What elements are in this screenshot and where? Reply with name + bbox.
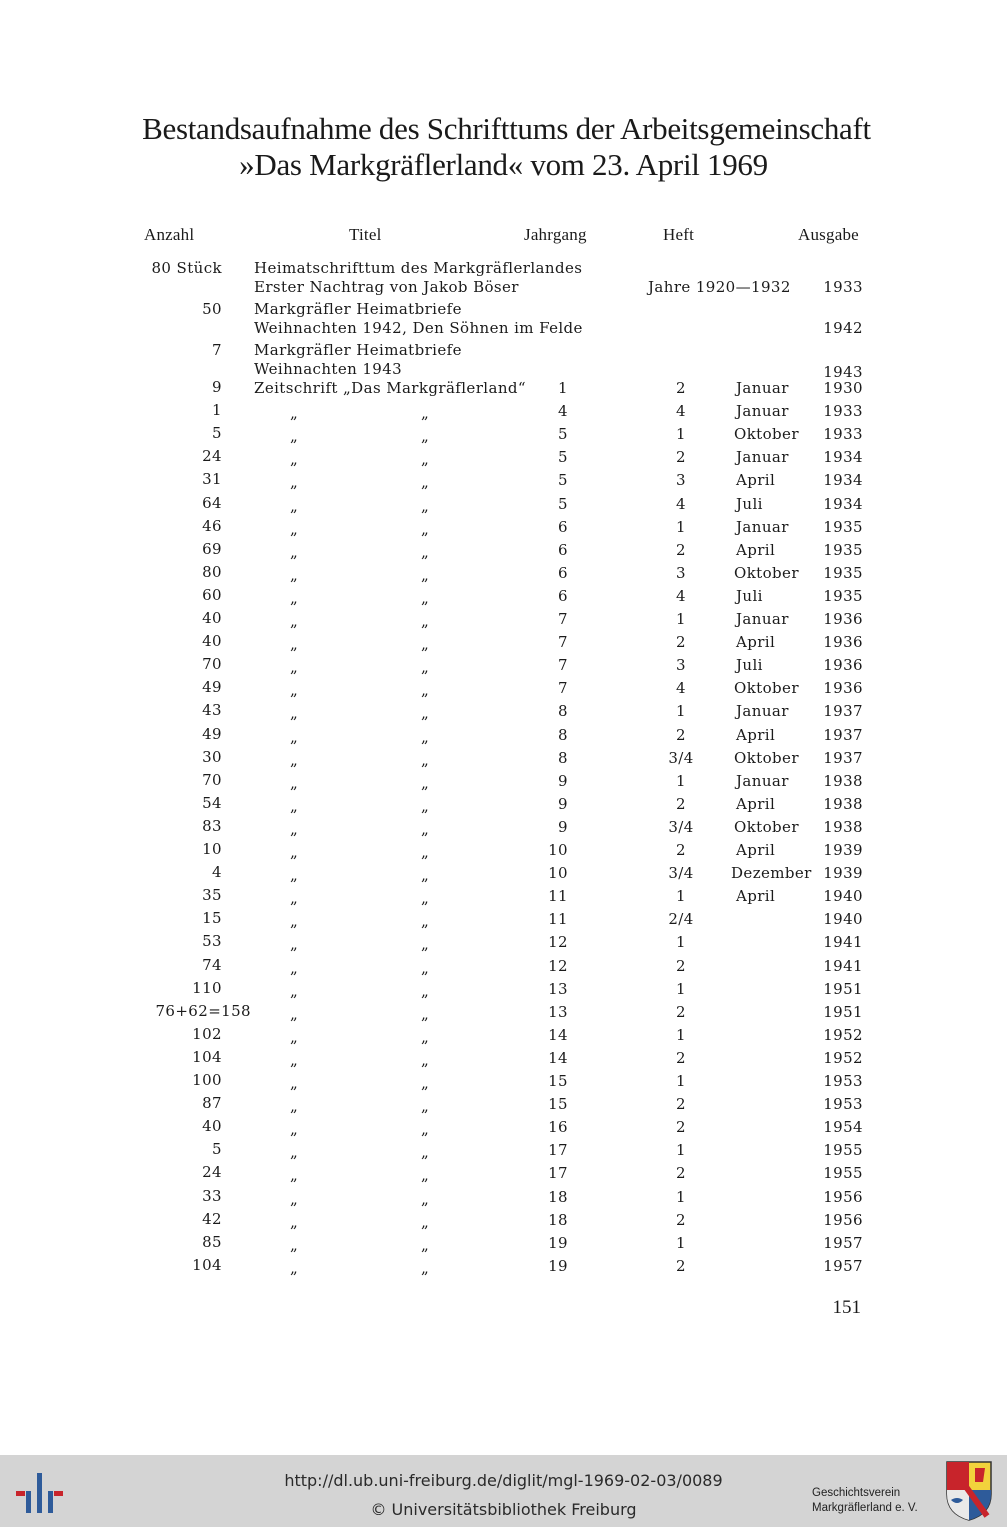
row-count: 30 [202,747,222,766]
row-heft: 2 [676,1210,686,1229]
row-count: 5 [212,1140,222,1159]
ditto-mark: „ [290,565,299,584]
ditto-mark: „ [421,427,430,446]
row-count: 100 [192,1071,222,1089]
row-jahrgang: 19 [548,1256,568,1275]
page-title: Bestandsaufnahme des Schrifttums der Arbeitsgemeinschaft [142,111,871,146]
ditto-mark: „ [290,588,299,607]
ditto-mark: „ [290,519,299,538]
ditto-mark: „ [290,1120,299,1139]
ditto-mark: „ [421,981,430,1000]
row-title: Zeitschrift „Das Markgräflerland“ [254,379,526,397]
row-ausgabe: 1957 [823,1256,863,1275]
row-month: Januar [736,610,789,628]
ditto-mark: „ [421,819,430,838]
row-jahrgang: 10 [548,841,568,859]
row-count: 43 [202,701,222,720]
row-count: 80 Stück [151,259,222,277]
ditto-mark: „ [290,1050,299,1069]
row-heft: 1 [676,979,686,998]
row-ausgabe: 1935 [823,517,863,536]
row-jahrgang: 8 [558,725,568,744]
row-ausgabe: 1941 [823,956,863,975]
row-jahrgang: 17 [548,1141,568,1160]
row-count: 50 [202,300,222,318]
ditto-mark: „ [421,958,430,977]
row-heft: 2 [676,841,686,859]
row-heft: 1 [676,610,686,628]
ditto-mark: „ [421,935,430,954]
ditto-mark: „ [421,404,430,423]
row-count: 40 [202,1117,222,1136]
row-heft: Jahre 1920—1932 [648,278,791,296]
ditto-mark: „ [290,542,299,561]
row-month: Oktober [734,748,799,767]
row-ausgabe: 1954 [823,1118,863,1137]
row-heft: 1 [676,1025,686,1044]
ditto-mark: „ [290,727,299,746]
row-count: 104 [192,1047,222,1066]
row-count: 5 [212,424,222,443]
row-ausgabe: 1934 [823,448,863,467]
ditto-mark: „ [421,565,430,584]
header-anzahl: Anzahl [144,225,195,244]
row-jahrgang: 1 [558,379,568,397]
ditto-mark: „ [290,1143,299,1162]
ditto-mark: „ [290,935,299,954]
row-month: Oktober [734,817,799,836]
ditto-mark: „ [421,658,430,677]
ditto-mark: „ [421,1074,430,1092]
row-count: 33 [202,1186,222,1205]
row-title-line1: Heimatschrifttum des Markgräflerlandes [254,259,583,277]
coat-of-arms-icon [945,1460,993,1522]
row-heft: 2 [676,633,686,652]
row-heft: 1 [676,1233,686,1252]
ditto-mark: „ [290,612,299,630]
row-count: 53 [202,932,222,951]
ditto-mark: „ [290,750,299,769]
row-ausgabe: 1939 [823,841,863,859]
row-ausgabe: 1953 [823,1072,863,1090]
row-jahrgang: 8 [558,702,568,721]
row-jahrgang: 18 [548,1187,568,1206]
row-jahrgang: 7 [558,679,568,698]
ditto-mark: „ [421,450,430,469]
row-ausgabe: 1938 [823,817,863,836]
ditto-mark: „ [421,473,430,492]
row-count: 40 [202,609,222,627]
ditto-mark: „ [290,404,299,423]
page-subtitle: »Das Markgräflerland« vom 23. April 1969 [239,147,768,182]
ditto-mark: „ [290,496,299,515]
society-line-2: Markgräflerland e. V. [812,1502,918,1514]
ditto-mark: „ [421,612,430,630]
row-jahrgang: 5 [558,471,568,490]
row-jahrgang: 8 [558,748,568,767]
footer-bar [0,1455,1007,1527]
row-month: Januar [736,379,789,397]
row-ausgabe: 1938 [823,771,863,790]
ditto-mark: „ [421,496,430,515]
row-heft: 2 [676,1118,686,1137]
ditto-mark: „ [290,658,299,677]
row-month: April [736,471,776,490]
row-count: 87 [202,1094,222,1113]
row-ausgabe: 1933 [823,278,863,296]
row-ausgabe: 1936 [823,610,863,628]
row-heft: 2 [676,956,686,975]
row-count: 9 [212,378,222,396]
ditto-mark: „ [290,1074,299,1092]
row-ausgabe: 1955 [823,1164,863,1183]
row-ausgabe: 1934 [823,494,863,513]
row-jahrgang: 13 [548,1002,568,1021]
row-jahrgang: 14 [548,1048,568,1067]
row-jahrgang: 11 [548,887,568,906]
row-count: 1 [212,401,222,420]
ditto-mark: „ [290,1189,299,1208]
ditto-mark: „ [421,1050,430,1069]
row-count: 35 [202,886,222,905]
ditto-mark: „ [290,819,299,838]
row-ausgabe: 1952 [823,1048,863,1067]
ditto-mark: „ [421,1004,430,1023]
ditto-mark: „ [290,681,299,700]
row-count: 49 [202,678,222,697]
row-count: 83 [202,816,222,835]
ditto-mark: „ [421,750,430,769]
row-count: 64 [202,493,222,512]
row-heft: 2 [676,379,686,397]
row-heft: 1 [676,933,686,952]
row-heft: 2 [676,1002,686,1021]
row-heft: 1 [676,425,686,444]
row-jahrgang: 7 [558,610,568,628]
row-month: April [736,794,776,813]
ditto-mark: „ [290,866,299,885]
ditto-mark: „ [290,450,299,469]
ditto-mark: „ [290,796,299,815]
row-ausgabe: 1957 [823,1233,863,1252]
row-jahrgang: 6 [558,517,568,536]
ditto-mark: „ [421,889,430,908]
row-ausgabe: 1939 [823,864,863,883]
row-month: Januar [736,448,789,467]
ditto-mark: „ [290,1235,299,1254]
row-count: 85 [202,1232,222,1251]
ditto-mark: „ [421,773,430,792]
ditto-mark: „ [290,889,299,908]
row-jahrgang: 5 [558,448,568,467]
row-title-line2: Weihnachten 1942, Den Söhnen im Felde [254,319,583,337]
row-jahrgang: 13 [548,979,568,998]
ditto-mark: „ [421,1258,430,1277]
row-count: 104 [192,1255,222,1274]
row-month: April [736,633,776,652]
row-ausgabe: 1936 [823,633,863,652]
ditto-mark: „ [290,981,299,1000]
row-month: April [736,540,776,559]
ditto-mark: „ [421,519,430,538]
row-count: 24 [202,1163,222,1182]
row-ausgabe: 1956 [823,1187,863,1206]
row-ausgabe: 1935 [823,563,863,582]
row-count: 46 [202,516,222,535]
row-jahrgang: 18 [548,1210,568,1229]
row-heft: 2 [676,540,686,559]
row-count: 102 [192,1024,222,1043]
row-heft: 1 [676,517,686,536]
row-ausgabe: 1936 [823,679,863,698]
row-heft: 1 [676,1072,686,1090]
header-titel: Titel [349,225,382,244]
row-jahrgang: 15 [548,1072,568,1090]
row-jahrgang: 5 [558,494,568,513]
ditto-mark: „ [421,588,430,607]
row-ausgabe: 1943 [823,363,863,381]
row-heft: 2 [676,1048,686,1067]
row-count: 74 [202,955,222,974]
ditto-mark: „ [421,866,430,885]
row-count: 7 [212,341,222,359]
ditto-mark: „ [421,1189,430,1208]
row-heft: 2/4 [668,910,694,929]
row-ausgabe: 1936 [823,656,863,675]
row-heft: 4 [676,586,686,605]
header-heft: Heft [663,225,695,244]
row-month: April [736,725,776,744]
row-ausgabe: 1937 [823,725,863,744]
ditto-mark: „ [290,1166,299,1185]
ditto-mark: „ [421,1120,430,1139]
row-month: Dezember [731,864,812,883]
ditto-mark: „ [421,1097,430,1116]
row-jahrgang: 12 [548,933,568,952]
row-heft: 2 [676,1164,686,1183]
ditto-mark: „ [290,1212,299,1231]
row-ausgabe: 1941 [823,933,863,952]
row-jahrgang: 6 [558,540,568,559]
row-ausgabe: 1940 [823,887,863,906]
row-count: 24 [202,447,222,466]
row-month: Oktober [734,425,799,444]
row-count: 69 [202,539,222,558]
row-ausgabe: 1938 [823,794,863,813]
row-jahrgang: 19 [548,1233,568,1252]
row-heft: 2 [676,794,686,813]
row-jahrgang: 15 [548,1095,568,1114]
row-jahrgang: 7 [558,633,568,652]
row-ausgabe: 1952 [823,1025,863,1044]
ditto-mark: „ [290,773,299,792]
row-heft: 3/4 [668,748,694,767]
row-month: Oktober [734,679,799,698]
row-heft: 4 [676,494,686,513]
row-jahrgang: 9 [558,817,568,836]
society-line-1: Geschichtsverein [812,1487,901,1499]
row-ausgabe: 1942 [823,319,863,337]
row-count: 54 [202,793,222,812]
row-count: 15 [202,909,222,928]
row-month: Juli [736,586,763,605]
row-month: Juli [736,656,763,675]
row-ausgabe: 1937 [823,748,863,767]
row-count: 42 [202,1209,222,1228]
row-month: Januar [736,771,789,790]
row-jahrgang: 9 [558,771,568,790]
ditto-mark: „ [290,473,299,492]
row-heft: 1 [676,1141,686,1160]
row-heft: 3/4 [668,864,694,883]
ditto-mark: „ [421,1143,430,1162]
row-count: 70 [202,770,222,789]
row-heft: 4 [676,679,686,698]
row-title-line2: Weihnachten 1943 [254,360,403,378]
row-count: 40 [202,632,222,651]
row-count: 76+62=158 [155,1001,251,1020]
ditto-mark: „ [290,843,299,861]
row-heft: 1 [676,1187,686,1206]
row-ausgabe: 1935 [823,540,863,559]
ditto-mark: „ [290,1027,299,1046]
row-ausgabe: 1930 [823,379,863,397]
ditto-mark: „ [421,912,430,931]
row-ausgabe: 1934 [823,471,863,490]
ditto-mark: „ [290,1004,299,1023]
row-count: 80 [202,562,222,581]
row-heft: 2 [676,448,686,467]
row-heft: 3 [676,656,686,675]
row-heft: 4 [676,402,686,421]
row-count: 4 [212,863,222,882]
row-month: Januar [736,702,789,721]
row-heft: 2 [676,1095,686,1114]
row-ausgabe: 1937 [823,702,863,721]
ditto-mark: „ [421,843,430,861]
ditto-mark: „ [290,635,299,654]
row-jahrgang: 16 [548,1118,568,1137]
row-heft: 3 [676,563,686,582]
ditto-mark: „ [421,635,430,654]
ditto-mark: „ [421,704,430,723]
ditto-mark: „ [290,427,299,446]
row-ausgabe: 1951 [823,979,863,998]
ditto-mark: „ [421,1166,430,1185]
row-jahrgang: 6 [558,586,568,605]
row-month: Juli [736,494,763,513]
ditto-mark: „ [290,958,299,977]
row-ausgabe: 1935 [823,586,863,605]
row-count: 10 [202,840,222,858]
header-ausgabe: Ausgabe [798,225,859,244]
row-ausgabe: 1940 [823,910,863,929]
row-month: Januar [736,517,789,536]
row-jahrgang: 9 [558,794,568,813]
ditto-mark: „ [421,1212,430,1231]
row-heft: 1 [676,771,686,790]
row-jahrgang: 14 [548,1025,568,1044]
ditto-mark: „ [290,1097,299,1116]
row-title-line2: Erster Nachtrag von Jakob Böser [254,278,519,296]
ditto-mark: „ [290,1258,299,1277]
row-month: Januar [736,402,789,421]
row-heft: 1 [676,702,686,721]
row-month: April [736,887,776,906]
row-heft: 1 [676,887,686,906]
row-month: Oktober [734,563,799,582]
row-count: 49 [202,724,222,743]
row-jahrgang: 10 [548,864,568,883]
row-heft: 2 [676,1256,686,1275]
row-jahrgang: 5 [558,425,568,444]
row-count: 60 [202,585,222,604]
row-heft: 3 [676,471,686,490]
row-ausgabe: 1933 [823,402,863,421]
header-jahrgang: Jahrgang [524,225,587,244]
row-jahrgang: 6 [558,563,568,582]
ditto-mark: „ [290,704,299,723]
footer-url[interactable]: http://dl.ub.uni-freiburg.de/diglit/mgl-1969-02-03/0089 [284,1471,723,1490]
row-title-line1: Markgräfler Heimatbriefe [254,300,462,318]
row-count: 70 [202,655,222,674]
row-jahrgang: 12 [548,956,568,975]
row-jahrgang: 17 [548,1164,568,1183]
ditto-mark: „ [421,796,430,815]
row-jahrgang: 7 [558,656,568,675]
row-title-line1: Markgräfler Heimatbriefe [254,341,462,359]
row-heft: 3/4 [668,817,694,836]
ditto-mark: „ [421,542,430,561]
row-ausgabe: 1953 [823,1095,863,1114]
row-ausgabe: 1951 [823,1002,863,1021]
row-month: April [736,841,776,859]
row-jahrgang: 4 [558,402,568,421]
row-ausgabe: 1955 [823,1141,863,1160]
row-ausgabe: 1956 [823,1210,863,1229]
ditto-mark: „ [290,912,299,931]
footer-copyright: © Universitätsbibliothek Freiburg [370,1500,637,1519]
row-count: 110 [192,978,222,997]
ditto-mark: „ [421,727,430,746]
society-name [812,1486,942,1516]
ditto-mark: „ [421,681,430,700]
row-heft: 2 [676,725,686,744]
row-ausgabe: 1933 [823,425,863,444]
row-count: 31 [202,470,222,489]
ditto-mark: „ [421,1027,430,1046]
row-jahrgang: 11 [548,910,568,929]
ditto-mark: „ [421,1235,430,1254]
page-number: 151 [832,1297,861,1318]
